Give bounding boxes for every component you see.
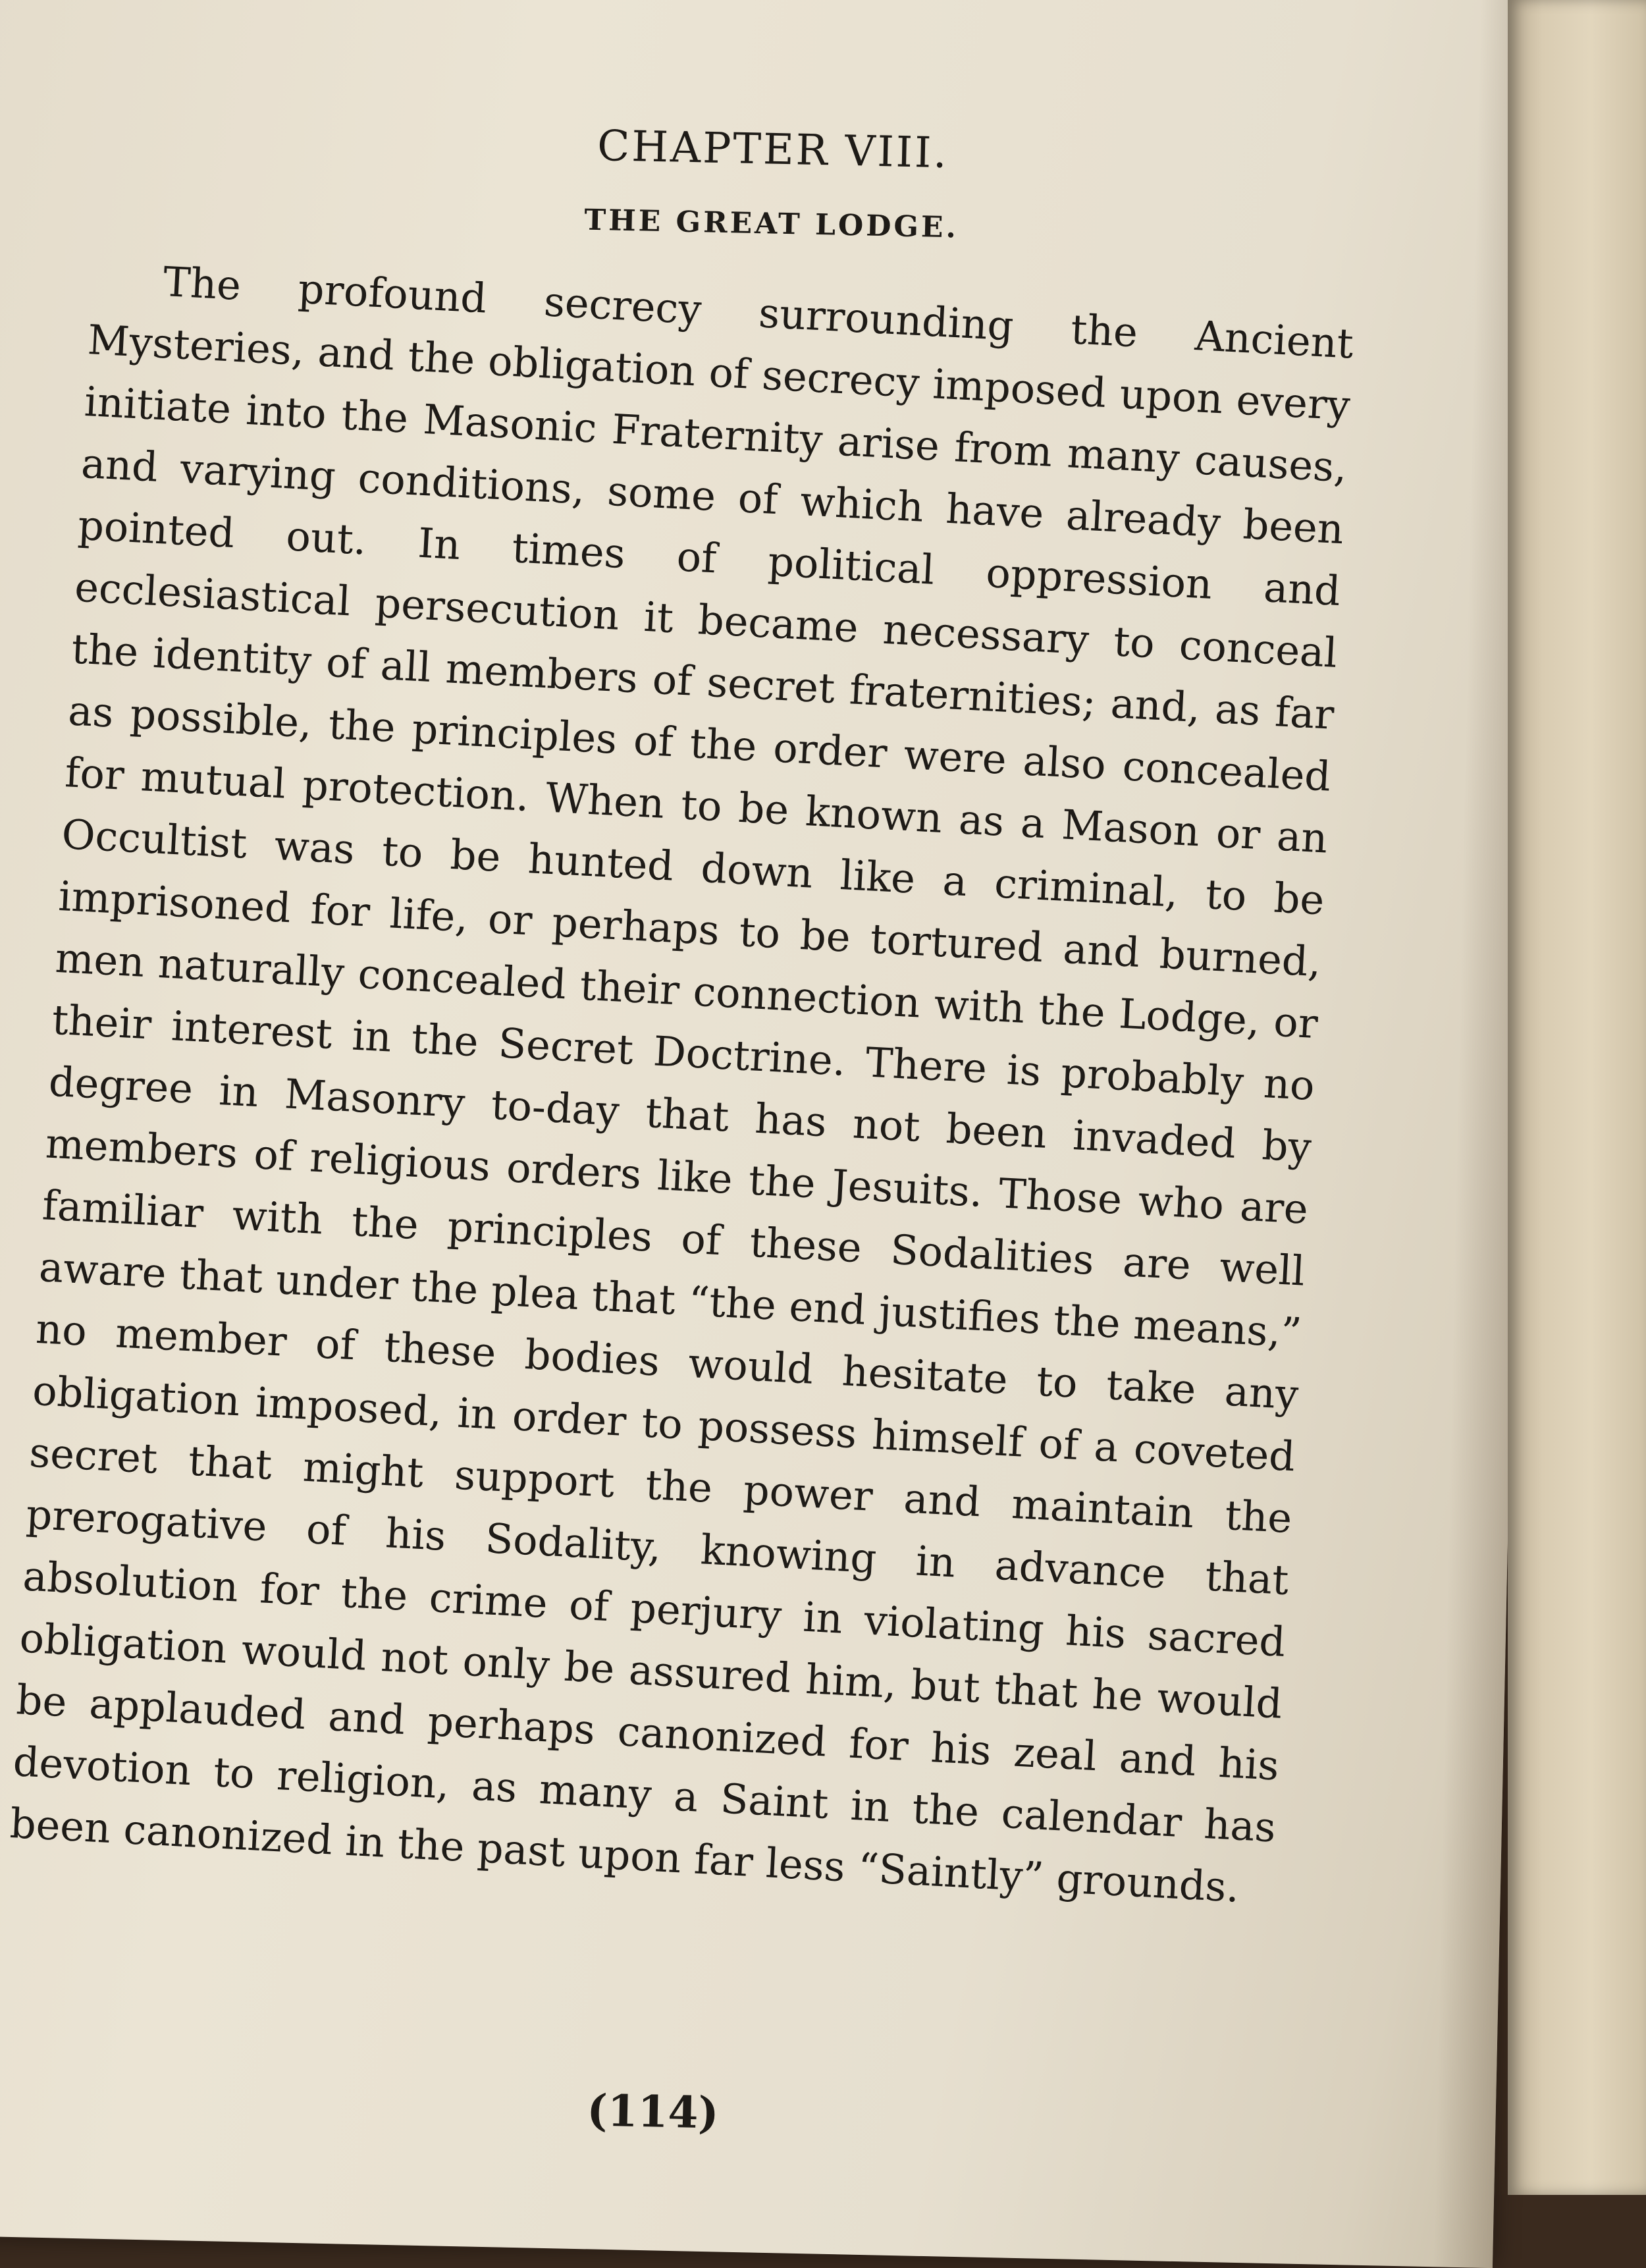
page-number: (114) <box>586 2084 720 2139</box>
body-paragraph: The profound secrecy surrounding the Ancient Mysteries, and the obligation of secrecy imposed upon every initiate into the Masonic Fraternity arise from many causes, and varying conditions, some of which have already been pointed out. In times of political oppression and ecclesiastical persecution it became necessary to conceal the identity of all members of secret fraternities; and, as far as possible, the principles of the order were also concealed for mutual protection. When to be known as a Mason or an Occultist was to be hunted down like a criminal, to be imprisoned for life, or perhaps to be tortured and burned, men naturally concealed their connection with the Lodge, or their interest in the Secret Doctrine. There is probably no degree in Masonry to-day that has not been invaded by members of religious orders like the Jesuits. Those who are familiar with the principles of these Sodalities are well aware that under the plea that “the end justifies the means,” no member of these bodies would hesitate to take any obligation imposed, in order to possess himself of a coveted secret that might support the power and maintain the prerogative of his Sodality, knowing in advance that absolution for the crime of perjury in violating his sacred obligation would not only be assured him, but that he would be applauded and perhaps canonized for his zeal and his devotion to religion, as many a Saint in the calendar has been canonized in the past upon far less “Saintly” grounds. <box>9 257 1355 1912</box>
section-title: THE GREAT LODGE. <box>583 203 959 245</box>
page-text-block <box>9 111 1386 1912</box>
chapter-title: CHAPTER VIII. <box>597 121 949 178</box>
facing-page-edge <box>1508 0 1646 2195</box>
